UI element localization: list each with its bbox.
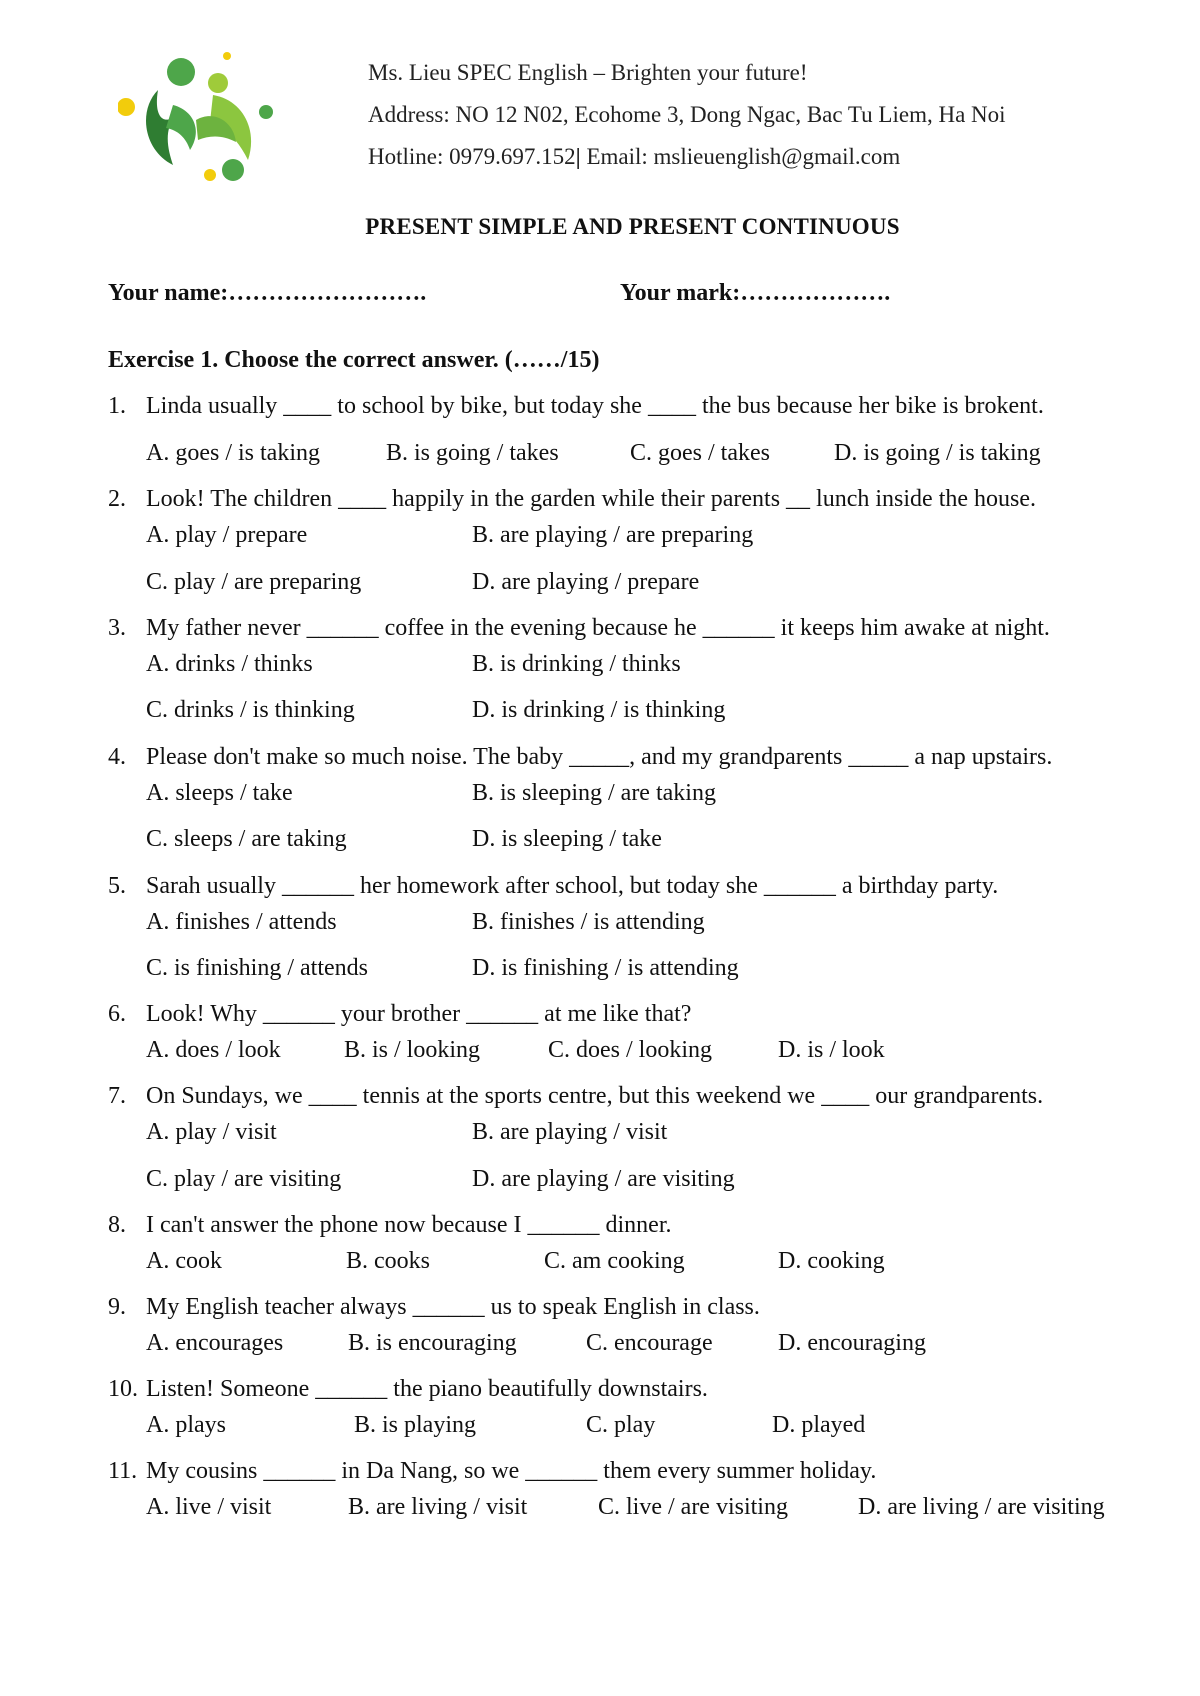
option-d: D. encouraging [778, 1330, 926, 1356]
option-c: C. am cooking [544, 1248, 685, 1274]
option-d: D. played [772, 1412, 866, 1438]
option-a: A. drinks / thinks [146, 651, 313, 677]
question-number: 4. [108, 744, 126, 770]
option-c: C. is finishing / attends [146, 955, 368, 981]
option-a: A. encourages [146, 1330, 284, 1356]
option-c: C. live / are visiting [598, 1494, 788, 1520]
option-b: B. is / looking [344, 1037, 481, 1063]
exercise-heading: Exercise 1. Choose the correct answer. (……/15) [108, 347, 600, 373]
question-number: 7. [108, 1083, 126, 1109]
option-b: B. are playing / visit [472, 1119, 668, 1145]
question-number: 6. [108, 1001, 126, 1027]
question-number: 10. [108, 1376, 138, 1402]
question-number: 9. [108, 1294, 126, 1320]
option-a: A. plays [146, 1412, 226, 1438]
header-contact [368, 136, 1006, 178]
option-a: A. live / visit [146, 1494, 272, 1520]
question-number: 11. [108, 1458, 138, 1484]
option-a: A. does / look [146, 1037, 281, 1063]
option-a: A. sleeps / take [146, 780, 293, 806]
option-b: B. cooks [346, 1248, 430, 1274]
option-b: B. is playing [354, 1412, 477, 1438]
option-b: B. is going / takes [386, 440, 559, 466]
school-logo [118, 50, 278, 185]
question-number: 5. [108, 873, 126, 899]
question-text: My English teacher always ______ us to speak English in class. [146, 1294, 760, 1320]
option-c: C. play [586, 1412, 656, 1438]
header-address: Address: NO 12 N02, Ecohome 3, Dong Ngac, Bac Tu Liem, Ha Noi [368, 102, 1006, 127]
question-text: Listen! Someone ______ the piano beautifully downstairs. [146, 1376, 708, 1402]
question-text: Please don't make so much noise. The baby _____, and my grandparents _____ a nap upstairs. [146, 744, 1053, 770]
option-d: D. cooking [778, 1248, 885, 1274]
option-a: A. finishes / attends [146, 909, 337, 935]
option-b: B. is sleeping / are taking [472, 780, 716, 806]
option-a: A. play / prepare [146, 522, 308, 548]
option-c: C. sleeps / are taking [146, 826, 347, 852]
question-text: Sarah usually ______ her homework after school, but today she ______ a birthday party. [146, 873, 999, 899]
header-email: Email: mslieuenglish@gmail.com [586, 144, 901, 169]
option-a: A. cook [146, 1248, 222, 1274]
question-text: My father never ______ coffee in the evening because he ______ it keeps him awake at night. [146, 615, 1050, 641]
option-d: D. is finishing / is attending [472, 955, 739, 981]
option-c: C. goes / takes [630, 440, 770, 466]
option-c: C. play / are visiting [146, 1166, 342, 1192]
option-b: B. are living / visit [348, 1494, 528, 1520]
option-d: D. is going / is taking [834, 440, 1041, 466]
option-d: D. is sleeping / take [472, 826, 662, 852]
question-number: 8. [108, 1212, 126, 1238]
option-b: B. is drinking / thinks [472, 651, 681, 677]
question-text: I can't answer the phone now because I ______ dinner. [146, 1212, 672, 1238]
question-text: On Sundays, we ____ tennis at the sports centre, but this weekend we ____ our grandparents. [146, 1083, 1044, 1109]
question-number: 2. [108, 486, 126, 512]
option-c: C. encourage [586, 1330, 713, 1356]
question-text: Look! The children ____ happily in the garden while their parents __ lunch inside the house. [146, 486, 1037, 512]
option-d: D. are playing / are visiting [472, 1166, 735, 1192]
header-hotline: Hotline: 0979.697.152 [368, 144, 576, 169]
question-number: 3. [108, 615, 126, 641]
your-mark-field: Your mark:………………. [620, 280, 891, 306]
option-b: B. are playing / are preparing [472, 522, 754, 548]
option-d: D. is / look [778, 1037, 885, 1063]
option-d: D. is drinking / is thinking [472, 697, 726, 723]
header-separator: | [575, 144, 581, 169]
student-fields [108, 280, 891, 307]
option-a: A. play / visit [146, 1119, 277, 1145]
option-a: A. goes / is taking [146, 440, 320, 466]
school-header [368, 52, 1006, 178]
option-c: C. play / are preparing [146, 569, 362, 595]
option-c: C. does / looking [548, 1037, 713, 1063]
header-slogan: Ms. Lieu SPEC English – Brighten your future! [368, 60, 808, 85]
option-b: B. finishes / is attending [472, 909, 705, 935]
your-name-field: Your name:……………………. [108, 280, 427, 306]
worksheet-title: PRESENT SIMPLE AND PRESENT CONTINUOUS [365, 214, 900, 239]
option-c: C. drinks / is thinking [146, 697, 355, 723]
option-d: D. are playing / prepare [472, 569, 700, 595]
question-number: 1. [108, 393, 126, 419]
option-d: D. are living / are visiting [858, 1494, 1105, 1520]
question-text: Look! Why ______ your brother ______ at me like that? [146, 1001, 692, 1027]
question-text: My cousins ______ in Da Nang, so we ______ them every summer holiday. [146, 1458, 877, 1484]
question-text: Linda usually ____ to school by bike, but today she ____ the bus because her bike is brokent. [146, 393, 1044, 419]
option-b: B. is encouraging [348, 1330, 517, 1356]
